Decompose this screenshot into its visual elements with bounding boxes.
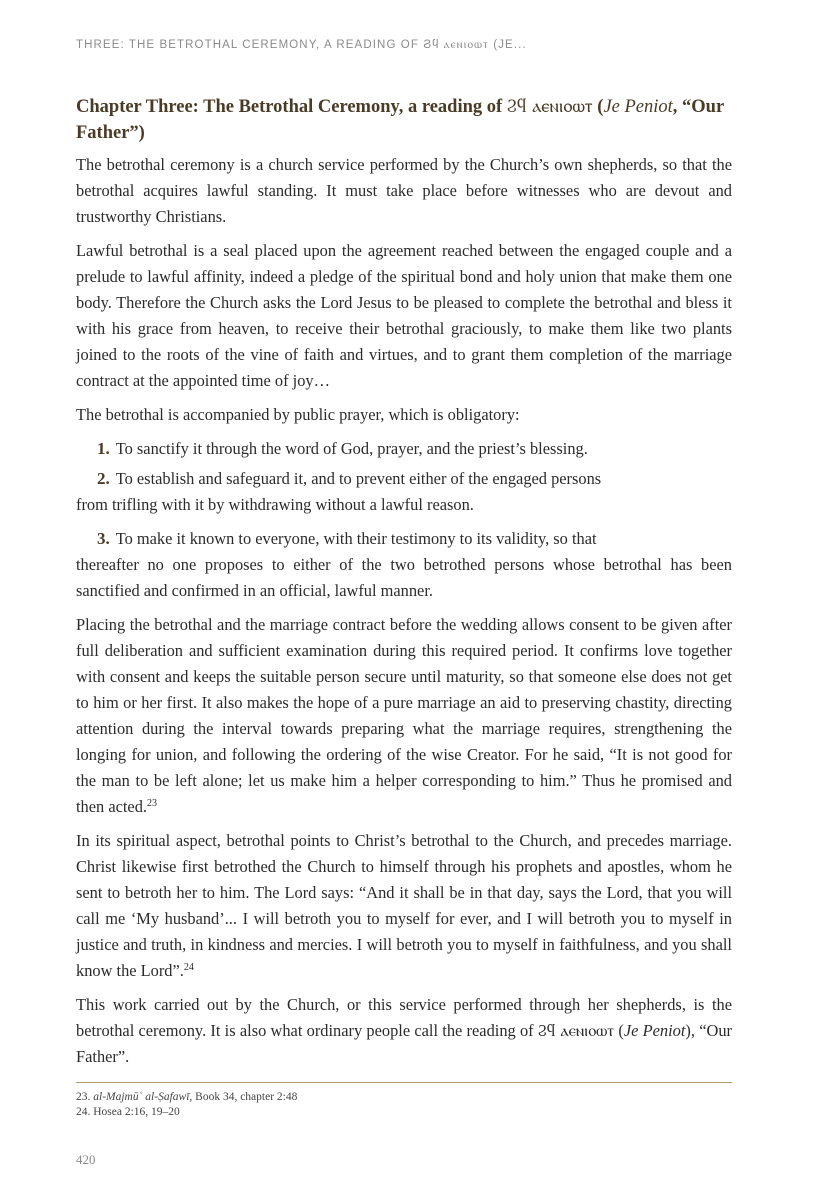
footnote-23: 23. al-Majmūʿ al-Ṣafawī, Book 34, chapter 2:48 [76, 1091, 298, 1103]
list-item-continuation: thereafter no one proposes to either of the two betrothed persons whose betrothal has been sanctified and confirmed in an official, lawful manner. [76, 555, 732, 600]
list-number: 3. [97, 529, 110, 548]
running-header: THREE: THE BETROTHAL CEREMONY, A READING OF Ϩϥ ⲁⲉⲛⲓⲟⲱⲧ (JE... [76, 39, 527, 51]
page-body [76, 94, 732, 1078]
paragraph-3: The betrothal is accompanied by public prayer, which is obligatory: [76, 405, 520, 424]
list-number: 1. [97, 439, 110, 458]
paragraph-1: The betrothal ceremony is a church service performed by the Church’s own shepherds, so that the betrothal acquires lawful standing. It must take place before witnesses who are devout and trustworthy Christians. [76, 155, 732, 226]
heading-coptic: Ϩϥ ⲁⲉⲛⲓⲟⲱⲧ [506, 96, 593, 117]
footnotes [76, 1082, 732, 1120]
list-item-text: To make it known to everyone, with their testimony to its validity, so that [115, 529, 597, 548]
list-item-3 [76, 526, 732, 604]
list-item-text: To sanctify it through the word of God, prayer, and the priest’s blessing. [115, 439, 588, 458]
coptic-text: Ϩϥ ⲁⲉⲛⲓⲟⲱⲧ [537, 1021, 615, 1040]
list-item-1 [76, 436, 732, 462]
heading-transliteration: Je Peniot [603, 97, 673, 117]
chapter-heading: Chapter Three: The Betrothal Ceremony, a reading of Ϩϥ ⲁⲉⲛⲓⲟⲱⲧ (Je Peniot, “Our Father”) [76, 96, 724, 143]
list-number: 2. [97, 469, 110, 488]
footnote-ref-23[interactable]: 23 [147, 798, 157, 809]
list-item-2 [76, 466, 732, 518]
page-number: 420 [76, 1152, 96, 1167]
list-item-continuation: from trifling with it by withdrawing without a lawful reason. [76, 495, 474, 514]
paragraph-4: Placing the betrothal and the marriage contract before the wedding allows consent to be given after full deliberation and sufficient examination during this required period. It confirms love together with consent and keeps the suitable person secure until maturity, so that someone else does not get to him or her first. It also makes the hope of a pure marriage an aid to preserving chastity, directing attention during the interval towards preparing what the marriage requires, strengthening the longing for union, and following the ordering of the wise Creator. For he said, “It is not good for the man to be left alone; let us make him a helper corresponding to him.” Thus he promised and then acted.$^{23}$ [76, 615, 732, 816]
footnote-ref-24[interactable]: 24 [183, 962, 194, 973]
paragraph-6: This work carried out by the Church, or this service performed through her shepherds, is the betrothal ceremony. It is also what ordinary people call the reading of Ϩϥ ⲁⲉⲛⲓⲟⲱⲧ (Je Peniot), “Our Father”. [76, 995, 732, 1066]
paragraph-2: Lawful betrothal is a seal placed upon the agreement reached between the engaged couple and a prelude to lawful affinity, indeed a pledge of the spiritual bond and holy union that make them one body. Therefore the Church asks the Lord Jesus to be pleased to complete the betrothal and bless it with his grace from heaven, to receive their betrothal graciously, to make them like two plants joined to the roots of the vine of faith and virtues, and to grant them completion of the marriage contract at the appointed time of joy… [76, 241, 732, 390]
transliteration: Je Peniot [623, 1021, 686, 1040]
paragraph-5: In its spiritual aspect, betrothal points to Christ’s betrothal to the Church, and precedes marriage. Christ likewise first betrothed the Church to himself through his prophets and apostles, whom he sent to betroth her to him. The Lord says: “And it shall be in that day, says the Lord, that you will call me ‘My husband’... I will betroth you to myself for ever, and I will betroth you to myself in justice and truth, in kindness and mercies. I will betroth you to myself in faithfulness, and you shall know the Lord”.$^{24}$ [76, 831, 732, 980]
footnote-24: 24. Hosea 2:16, 19–20 [76, 1106, 180, 1118]
list-item-text: To establish and safeguard it, and to prevent either of the engaged persons [115, 469, 602, 488]
